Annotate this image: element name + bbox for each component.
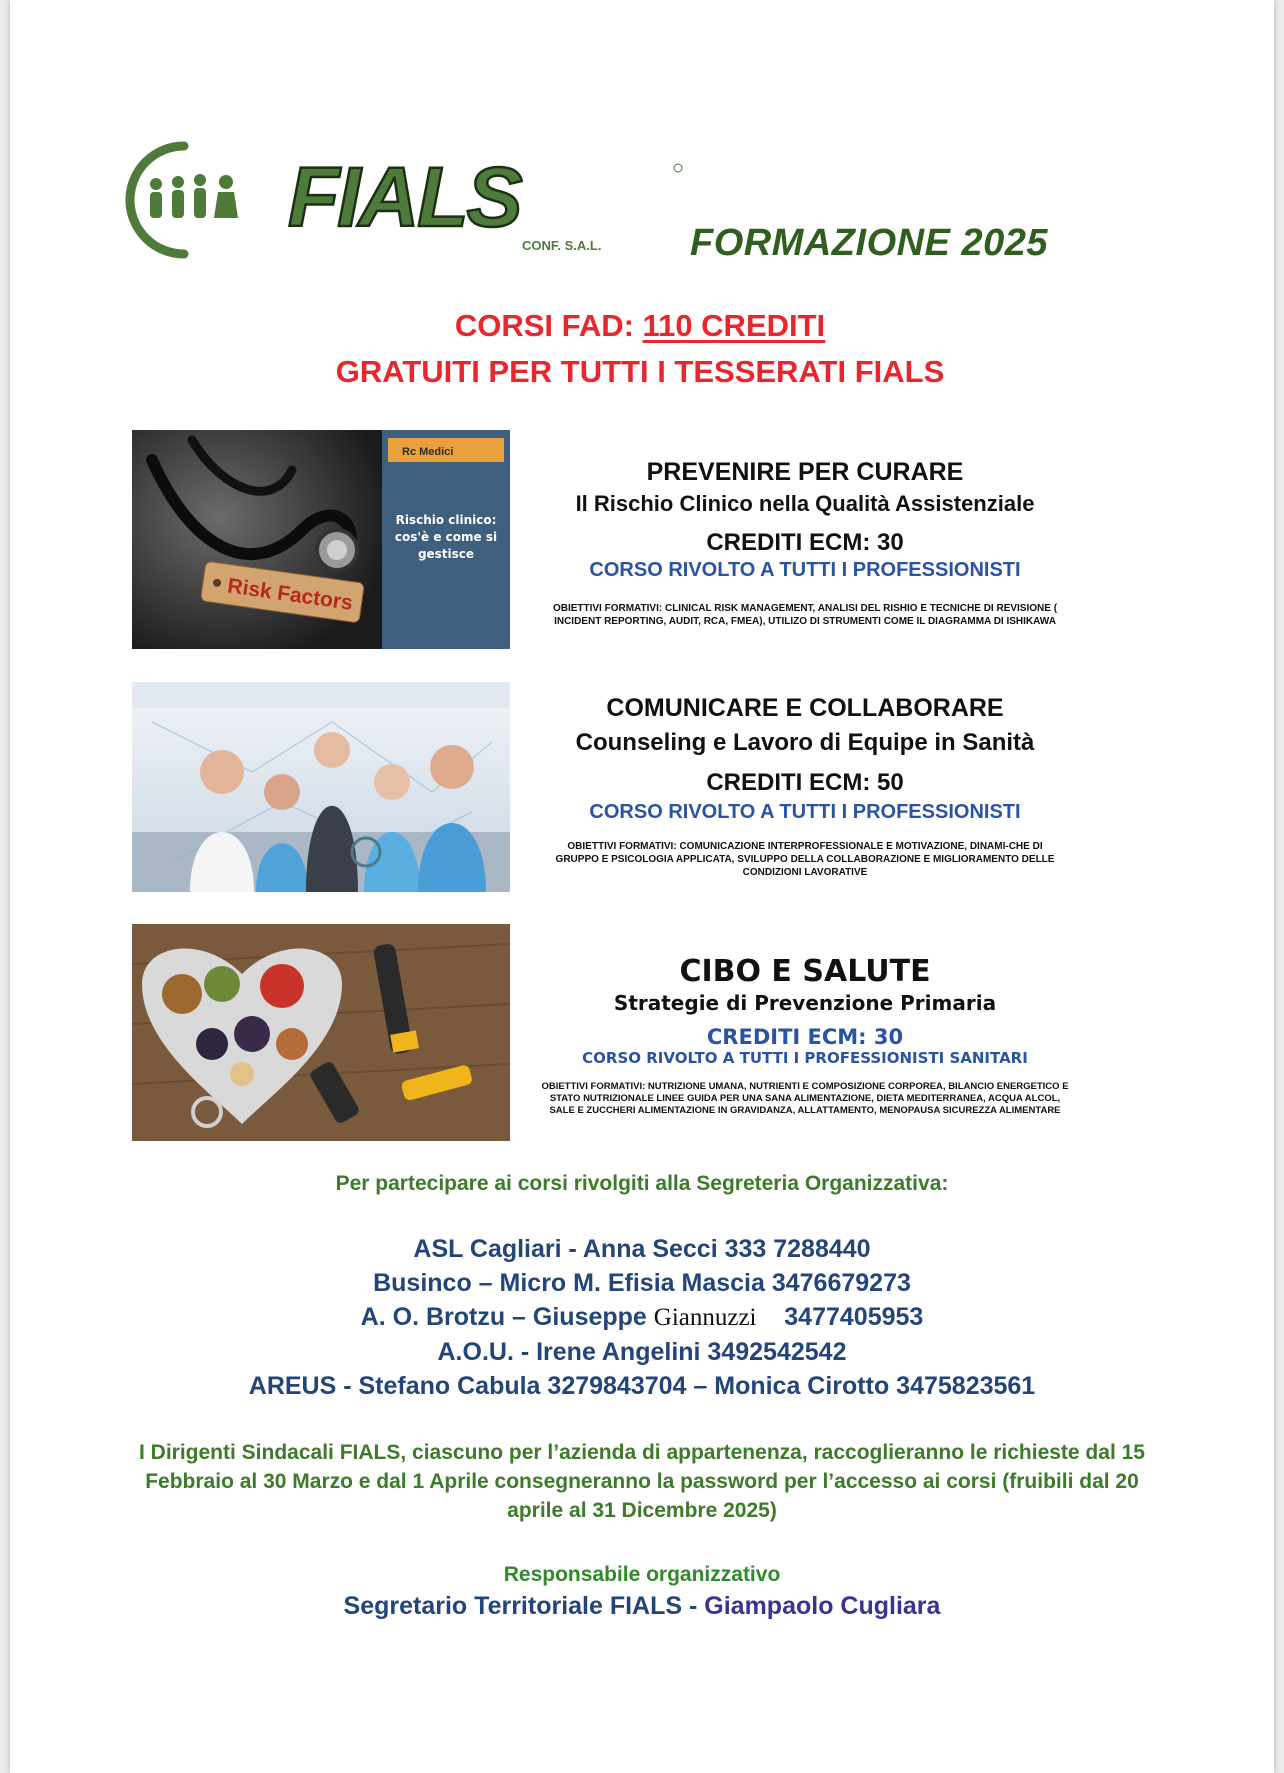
fad-subheadline: GRATUITI PER TUTTI I TESSERATI FIALS <box>335 354 945 389</box>
course-target: CORSO RIVOLTO A TUTTI I PROFESSIONISTI <box>589 801 1021 823</box>
responsible-label: Responsabile organizzativo <box>503 1563 781 1586</box>
contact-brotzu-name: A. O. Brotzu – Giuseppe <box>360 1303 654 1331</box>
fad-prefix: CORSI FAD: <box>454 308 643 343</box>
contacts-list <box>0 1232 1284 1403</box>
course-title: CIBO E SALUTE <box>679 954 931 989</box>
stethoscope-risk-illustration <box>132 430 510 649</box>
course-target: CORSO RIVOLTO A TUTTI I PROFESSIONISTI SANITARI <box>582 1049 1028 1067</box>
responsible-signature <box>0 1592 1284 1621</box>
logo-brand-text: FIALS <box>288 160 521 244</box>
food-fitness-illustration <box>132 924 510 1141</box>
course-card-2 <box>510 694 1100 879</box>
course-title: COMUNICARE E COLLABORARE <box>606 694 1004 722</box>
healthcare-team-illustration <box>132 682 510 892</box>
course-credits: CREDITI ECM: 50 <box>706 769 904 796</box>
signature-prefix: Segretario Territoriale FIALS - <box>343 1592 705 1620</box>
contact-aou: A.O.U. - Irene Angelini 3492542542 <box>437 1338 847 1366</box>
course-credits: CREDITI ECM: 30 <box>706 529 904 556</box>
fad-headline <box>310 308 970 344</box>
contact-brotzu <box>0 1300 1284 1335</box>
signature-name: Giampaolo Cugliara <box>704 1592 941 1620</box>
course-image-risk <box>132 430 510 649</box>
course-card-1 <box>510 458 1100 628</box>
registered-icon <box>674 164 682 172</box>
course-objectives: OBIETTIVI FORMATIVI: NUTRIZIONE UMANA, NUTRIENTI E COMPOSIZIONE CORPOREA, BILANCIO ENERGETICO E STATO NUTRIZIONALE LINEE GUIDA PER UNA SANA ALIMENTAZIONE, DIETA MEDITERRANEA, ACQUA ALCOL, SALE E ZUCCHERI ALIMENTAZIONE IN GRAVIDANZA, ALLATTAMENTO, MENOPAUSA SICUREZZA ALIMENTARE <box>541 1081 1069 1116</box>
course-card-3 <box>510 954 1100 1117</box>
registration-note: I Dirigenti Sindacali FIALS, ciascuno per l’azienda di appartenenza, raccoglieranno le richieste dal 15 Febbraio al 30 Marzo e dal 1 Aprile consegneranno la password per l’accesso ai corsi (fruibili dal 20 aprile al 31 Dicembre 2025) <box>139 1441 1145 1522</box>
course-credits: CREDITI ECM: 30 <box>706 1025 904 1049</box>
course-subtitle: Strategie di Prevenzione Primaria <box>613 991 997 1015</box>
fad-credits: 110 CREDITI <box>642 308 826 343</box>
course-image-team <box>132 682 510 892</box>
contacts-intro: Per partecipare ai corsi rivolgiti alla Segreteria Organizzativa: <box>335 1172 949 1195</box>
contact-brotzu-phone: 3477405953 <box>756 1303 924 1331</box>
course-image-food <box>132 924 510 1141</box>
course-title: PREVENIRE PER CURARE <box>646 458 964 486</box>
contact-businco: Businco – Micro M. Efisia Mascia 3476679273 <box>373 1269 911 1297</box>
risk-factors-tag: Risk Factors <box>226 574 355 615</box>
logo-tagline: CONF. S.A.L. <box>522 238 602 253</box>
page-title: FORMAZIONE 2025 <box>690 222 1049 264</box>
course-target: CORSO RIVOLTO A TUTTI I PROFESSIONISTI <box>589 559 1021 581</box>
risk-course-caption: Rischio clinico: cos'è e come si gestisce <box>394 513 498 561</box>
contact-areus: AREUS - Stefano Cabula 3279843704 – Monica Cirotto 3475823561 <box>248 1372 1036 1400</box>
course-subtitle: Il Rischio Clinico nella Qualità Assistenziale <box>575 491 1035 516</box>
contact-brotzu-surname: Giannuzzi <box>653 1304 757 1331</box>
contact-asl-cagliari: ASL Cagliari - Anna Secci 333 7288440 <box>413 1235 871 1263</box>
course-objectives: OBIETTIVI FORMATIVI: CLINICAL RISK MANAGEMENT, ANALISI DEL RISHIO E TECNICHE DI REVISIONE ( INCIDENT REPORTING, AUDIT, RCA, FMEA), UTILIZO DI STRUMENTI COME IL DIAGRAMMA DI ISHIKAWA <box>552 603 1058 627</box>
fials-people-logo-icon <box>122 140 254 260</box>
fials-wordmark-logo <box>288 160 684 256</box>
course-subtitle: Counseling e Lavoro di Equipe in Sanità <box>575 729 1035 756</box>
course-objectives: OBIETTIVI FORMATIVI: COMUNICAZIONE INTERPROFESSIONALE E MOTIVAZIONE, DINAMI-CHE DI GRUPPO E PSICOLOGIA APPLICATA, SVILUPPO DELLA COLLABORAZIONE E MIGLIORAMENTO DELLE CONDIZIONI LAVORATIVE <box>555 841 1055 878</box>
rc-medici-label: Rc Medici <box>402 446 454 458</box>
